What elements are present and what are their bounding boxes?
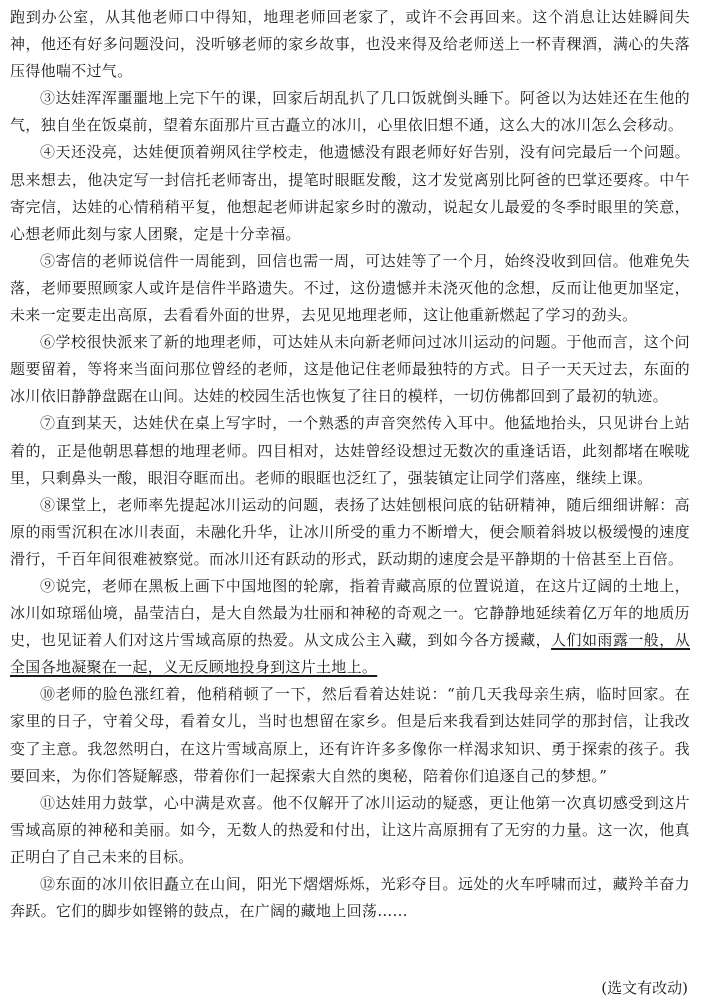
paragraph-number: ③: [40, 89, 56, 108]
underlined-sentence: 人们如雨露一般，从全国各地凝聚在一起，义无反顾地投身到这片土地上。: [10, 631, 690, 677]
paragraph-text: 天还没亮，达娃便顶着朔风往学校走，他遗憾没有跟老师好好告别，没有问完最后一个问题。思来想去，他决定写一封信托老师寄出，提笔时眼眶发酸，这才发觉离别比阿爸的巴掌还要疼。中午寄完信，达娃的心情稍稍平复，他想起老师讲起家乡时的激动，说起女儿最爱的冬季时眼里的笑意，心想老师此刻与家人团聚，定是十分幸福。: [10, 143, 690, 243]
paragraph-9: [10, 573, 690, 681]
source-note: (选文有改动): [601, 979, 688, 997]
paragraph-number: ⑪: [40, 793, 56, 812]
paragraph-text: 东面的冰川依旧矗立在山间，阳光下熠熠烁烁，光彩夺目。远处的火车呼啸而过，藏羚羊奋力奔跃。它们的脚步如铿锵的鼓点，在广阔的藏地上回荡……: [10, 875, 690, 921]
paragraph-text: 老师的脸色涨红着，他稍稍顿了一下，然后看着达娃说：“前几天我母亲生病，临时回家。在家里的日子，守着父母，看着女儿，当时也想留在家乡。但是后来我看到达娃同学的那封信，让我改变了主意。我忽然明白，在这片雪域高原上，还有许许多多像你一样渴求知识、勇于探索的孩子。我要回来，为你们答疑解惑，带着你们一起探索大自然的奥秘，陪着你们追逐自己的梦想。”: [10, 685, 690, 785]
paragraph-5: [10, 248, 690, 329]
paragraph-3: [10, 85, 690, 139]
paragraph-text: 说完，老师在黑板上画下中国地图的轮廓，指着青藏高原的位置说道，在这片辽阔的土地上，冰川如琼瑶仙境，晶莹洁白，是大自然最为壮丽和神秘的奇观之一。它静静地延续着亿万年的地质历史，也见证着人们对这片雪域高原的热爱。从文成公主入藏，到如今各方援藏，: [10, 576, 690, 650]
paragraph-number: ④: [40, 143, 56, 162]
paragraph-text: 达娃用力鼓掌，心中满是欢喜。他不仅解开了冰川运动的疑惑，更让他第一次真切感受到这片雪域高原的神秘和美丽。如今，无数人的热爱和付出，让这片高原拥有了无穷的力量。这一次，他真正明白了自己未来的目标。: [10, 793, 690, 866]
paragraph-number: ⑧: [40, 495, 56, 514]
paragraph-7: [10, 410, 690, 491]
paragraph-text: 学校很快派来了新的地理老师，可达娃从未向新老师问过冰川运动的问题。于他而言，这个问题要留着，等将来当面问那位曾经的老师，这是他记住老师最独特的方式。日子一天天过去，东面的冰川依旧静静盘踞在山间。达娃的校园生活也恢复了往日的模样，一切仿佛都回到了最初的轨迹。: [10, 333, 690, 406]
paragraph-8: [10, 492, 690, 573]
paragraph-number: ⑥: [40, 333, 56, 352]
paragraph-continued: [10, 4, 690, 85]
paragraph-text: 达娃浑浑噩噩地上完下午的课，回家后胡乱扒了几口饭就倒头睡下。阿爸以为达娃还在生他的气，独自坐在饭桌前，望着东面那片亘古矗立的冰川，心里依旧想不通，这么大的冰川怎么会移动。: [10, 89, 690, 135]
paragraph-11: [10, 790, 690, 871]
paragraph-text: 跑到办公室，从其他老师口中得知，地理老师回老家了，或许不会再回来。这个消息让达娃瞬间失神，他还有好多问题没问，没听够老师的家乡故事，也没来得及给老师送上一杯青稞酒，满心的失落压得他喘不过气。: [10, 8, 690, 81]
paragraph-12: [10, 871, 690, 925]
paragraph-text: 课堂上，老师率先提起冰川运动的问题，表扬了达娃刨根问底的钻研精神，随后细细讲解：高原的雨雪沉积在冰川表面，未融化升华，让冰川所受的重力不断增大，便会顺着斜坡以极缓慢的速度滑行，千百年间很难被察觉。而冰川还有跃动的形式，跃动期的速度会是平静期的十倍甚至上百倍。: [10, 495, 690, 568]
paragraph-10: [10, 681, 690, 789]
paragraph-6: [10, 329, 690, 410]
paragraph-number: ⑤: [40, 251, 56, 270]
paragraph-number: ⑦: [40, 414, 56, 433]
paragraph-text: 直到某天，达娃伏在桌上写字时，一个熟悉的声音突然传入耳中。他猛地抬头，只见讲台上站着的，正是他朝思暮想的地理老师。四目相对，达娃曾经设想过无数次的重逢话语，此刻都堵在喉咙里，只剩鼻头一酸，眼泪夺眶而出。老师的眼眶也泛红了，强装镇定让同学们落座，继续上课。: [10, 414, 690, 487]
paragraph-number: ⑫: [40, 875, 56, 893]
paragraph-text: 寄信的老师说信件一周能到，回信也需一周，可达娃等了一个月，始终没收到回信。他难免失落，老师要照顾家人或许是信件半路遗失。不过，这份遗憾并未浇灭他的念想，反而让他更加坚定，未来一定要走出高原，去看看外面的世界，去见见地理老师，这让他重新燃起了学习的劲头。: [10, 251, 690, 325]
paragraph-4: [10, 139, 690, 247]
paragraph-number: ⑨: [40, 576, 56, 595]
paragraph-number: ⑩: [40, 685, 56, 704]
